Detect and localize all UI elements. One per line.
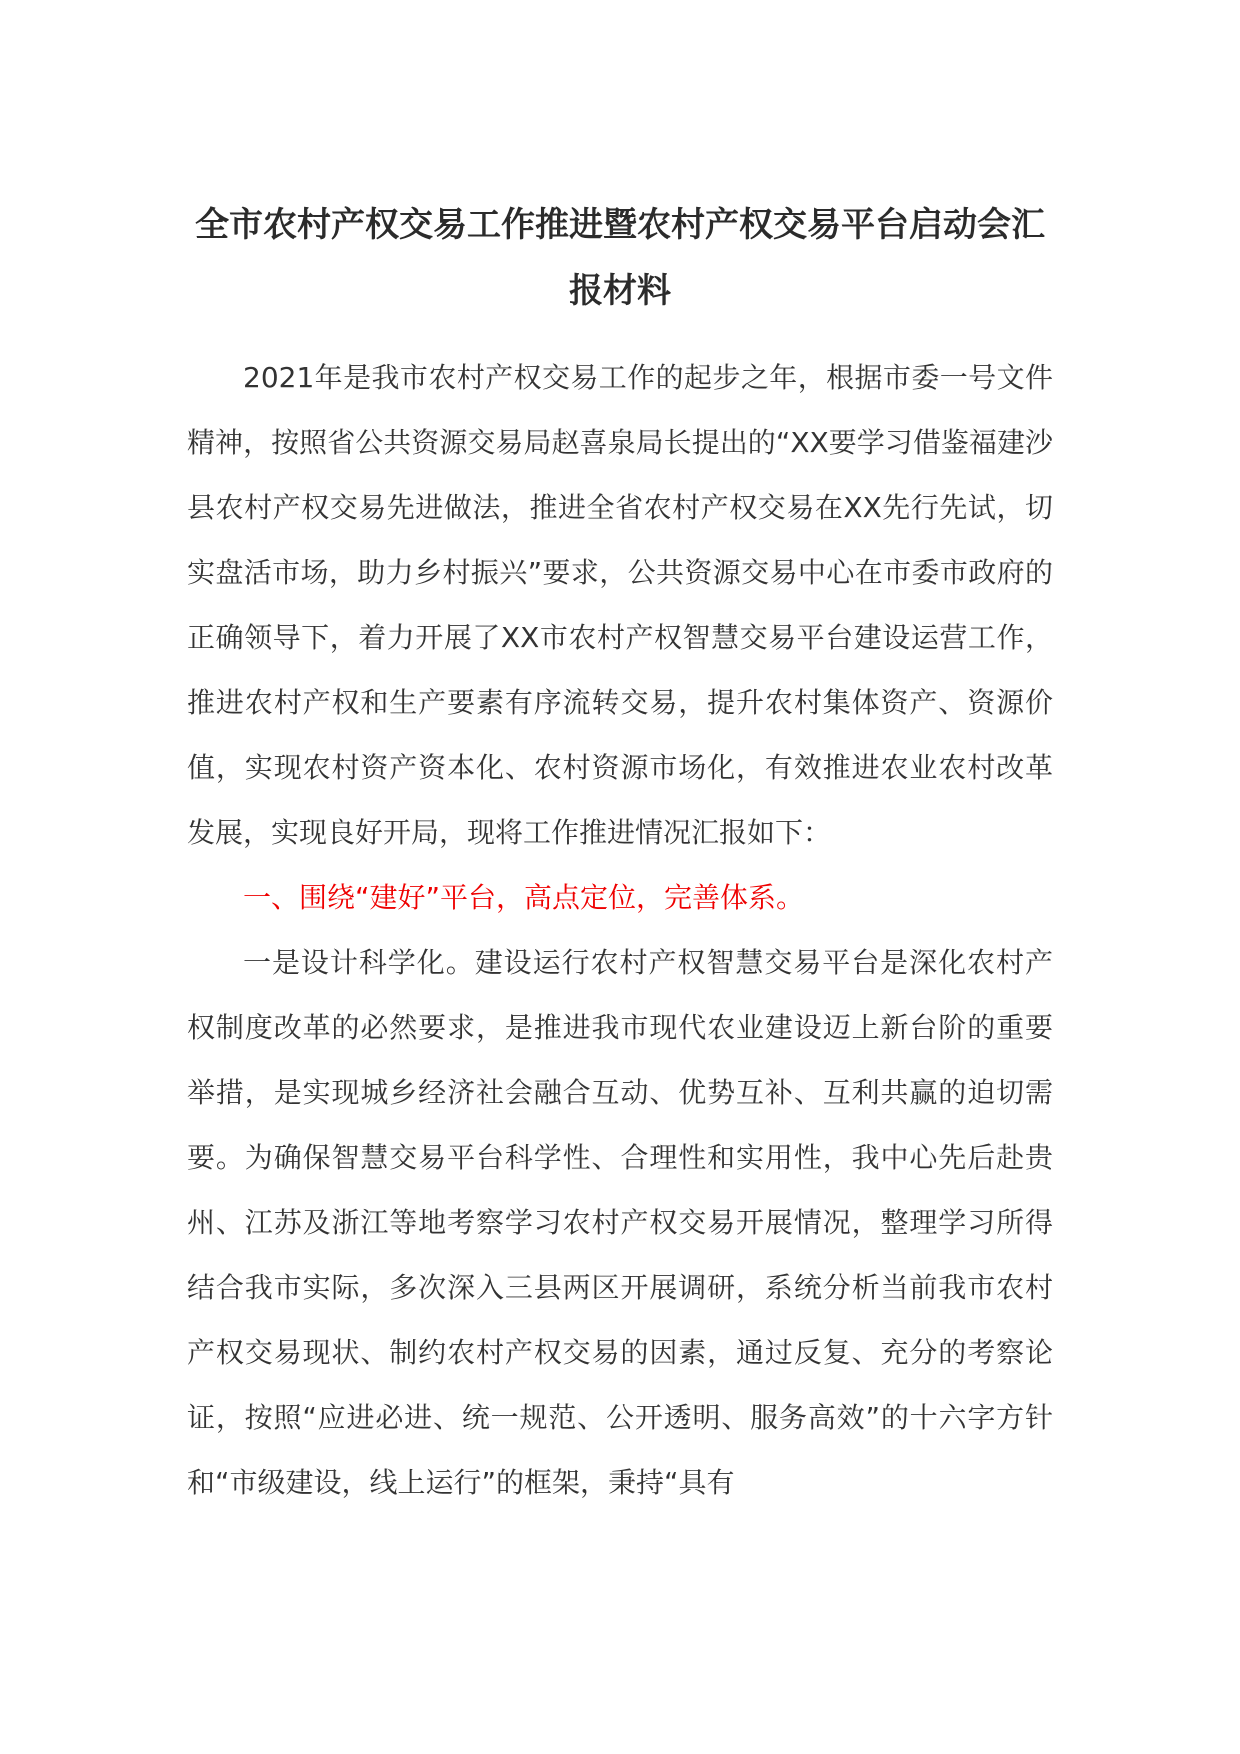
document-body (187, 345, 1053, 1515)
section-heading-1: 一、围绕“建好”平台，高点定位，完善体系。 (243, 881, 805, 914)
body-paragraph: 一是设计科学化。建设运行农村产权智慧交易平台是深化农村产权制度改革的必然要求，是推进我市现代农业建设迈上新台阶的重要举措，是实现城乡经济社会融合互动、优势互补、互利共赢的迫切需要。为确保智慧交易平台科学性、合理性和实用性，我中心先后赴贵州、江苏及浙江等地考察学习农村产权交易开展情况，整理学习所得结合我市实际，多次深入三县两区开展调研，系统分析当前我市农村产权交易现状、制约农村产权交易的因素，通过反复、充分的考察论证，按照“应进必进、统一规范、公开透明、服务高效”的十六字方针和“市级建设，线上运行”的框架，秉持“具有 (187, 946, 1053, 1499)
document-title: 全市农村产权交易工作推进暨农村产权交易平台启动会汇报材料 (195, 205, 1045, 311)
intro-paragraph: 2021年是我市农村产权交易工作的起步之年，根据市委一号文件精神，按照省公共资源交易局赵喜泉局长提出的“XX要学习借鉴福建沙县农村产权交易先进做法，推进全省农村产权交易在XX先行先试，切实盘活市场，助力乡村振兴”要求，公共资源交易中心在市委市政府的正确领导下，着力开展了XX市农村产权智慧交易平台建设运营工作，推进农村产权和生产要素有序流转交易，提升农村集体资产、资源价值，实现农村资产资本化、农村资源市场化，有效推进农业农村改革发展，实现良好开局，现将工作推进情况汇报如下： (187, 361, 1053, 849)
